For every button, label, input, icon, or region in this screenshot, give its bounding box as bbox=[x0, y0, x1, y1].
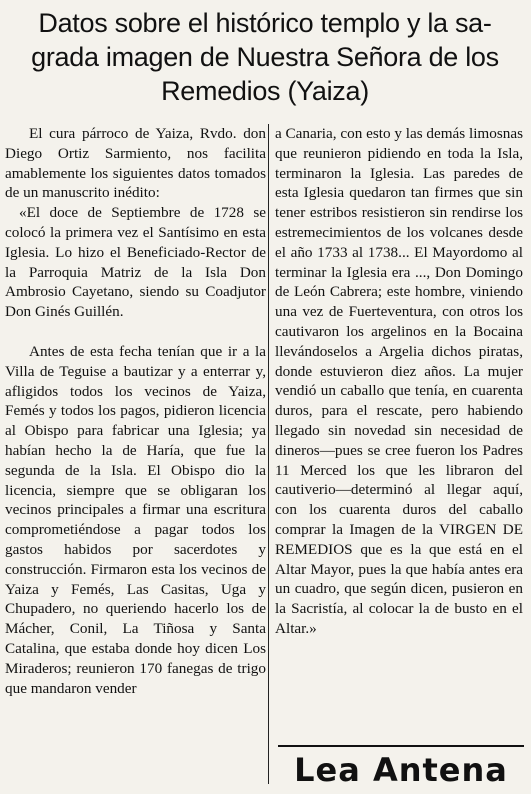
column-divider bbox=[268, 124, 269, 784]
advert-text: Lea Antena bbox=[294, 751, 508, 789]
advert-block bbox=[278, 745, 524, 791]
headline-line-1: Datos sobre el histórico templo y la sa- bbox=[38, 8, 492, 38]
left-column bbox=[5, 124, 266, 698]
continuation-paragraph: a Canaria, con esto y las demás limosnas que reunieron pidiendo en toda la Isla, terminaron la Iglesia. Las paredes de esta Iglesia quedaron tan firmes que sin tener estribos resistieron sin rendirse los estremecimientos de los volcanes desde el año 1733 al 1738... El Mayordomo al terminar la Iglesia era ..., Don Domingo de León Cabrera; este hombre, viniendo una vez de Fuerteventura, con otros los cautivaron los argelinos en la Bocaina llevándoselos a Argelia dichos piratas, donde estuvieron diez años. La mujer vendió un caballo que tenía, en cuarenta duros, para el rescate, pero habiendo llegado sin novedad sin necesidad de dineros—pues se cree fueron los Padres 11 Merced los que les libraron del cautiverio—determinó al llegar aquí, con los cuarenta duros del caballo comprar la Imagen de la VIRGEN DE REMEDIOS que es la que está en el Altar Mayor, pues la que había antes era un cuadro, que según dicen, pusieron en la Sacristía, al colocar la de busto en el Altar.» bbox=[275, 125, 523, 637]
history-paragraph: Antes de esta fecha tenían que ir a la Villa de Teguise a bautizar y a enterrar y, afligidos todos los vecinos de Yaiza, Femés y todos los pagos, pidieron licencia al Obispo para fabricar una Iglesia; ya habían hecho la de Haría, que fue la segunda de la Isla. El Obispo dio la licencia, siempre que se obligaran los vecinos principales a firmar una escritura comprometiéndose a pagar todos los gastos habidos por sacerdotes y construcción. Firmaron esta los vecinos de Yaiza y Femés, Las Casitas, Uga y Chupadero, no queriendo hacerlo los de Mácher, Conil, La Tiñosa y Santa Catalina, que estaba donde hoy dicen Los Miraderos; reunieron 170 fanegas de trigo que mandaron vender bbox=[5, 342, 266, 697]
headline-line-2: grada imagen de Nuestra Señora de los bbox=[31, 42, 499, 72]
right-column bbox=[275, 124, 523, 639]
intro-paragraph: El cura párroco de Yaiza, Rvdo. don Diego Ortiz Sarmiento, nos facilita amablemente los siguientes datos tomados de un manuscrito inédito: bbox=[5, 125, 266, 202]
headline-line-3: Remedios (Yaiza) bbox=[161, 76, 369, 106]
quote-paragraph: «El doce de Septiembre de 1728 se colocó la primera vez el Santísimo en esta Iglesia. Lo hizo el Beneficiado-Rector de la Parroquia Matriz de la Isla Don Ambrosio Cayetano, siendo su Coadjutor Don Ginés Guillén. bbox=[5, 204, 266, 321]
article-headline bbox=[4, 6, 526, 108]
